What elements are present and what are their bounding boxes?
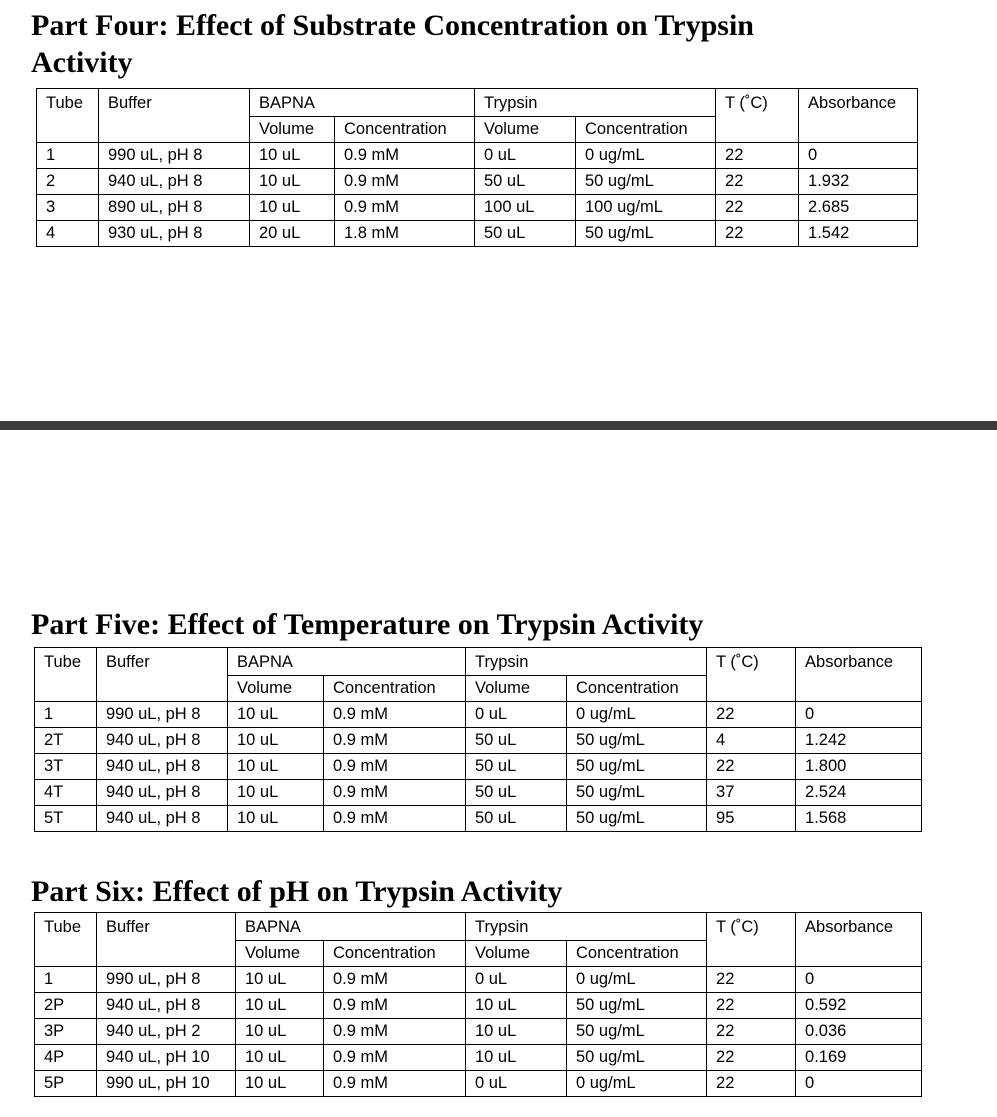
cell-trypsin-volume: 0 uL <box>466 1071 567 1097</box>
cell-trypsin-concentration: 50 ug/mL <box>567 754 707 780</box>
cell-bapna-concentration: 0.9 mM <box>324 1045 466 1071</box>
table-row <box>35 1071 922 1097</box>
cell-bapna-concentration: 0.9 mM <box>324 728 466 754</box>
cell-tube: 3P <box>35 1019 97 1045</box>
section-title-line: Part Four: Effect of Substrate Concentration on Trypsin <box>31 9 754 42</box>
cell-tube: 4 <box>37 221 99 247</box>
cell-temperature: 22 <box>716 195 799 221</box>
table-row <box>35 702 922 728</box>
data-table-part-six <box>34 912 922 1097</box>
cell-absorbance: 0.036 <box>796 1019 922 1045</box>
cell-temperature: 22 <box>707 967 796 993</box>
cell-trypsin-concentration: 50 ug/mL <box>567 993 707 1019</box>
subheader-trypsin-volume: Volume <box>466 676 567 702</box>
section-title-part-six <box>31 873 562 910</box>
section-title-part-four <box>31 7 754 81</box>
cell-buffer: 930 uL, pH 8 <box>99 221 250 247</box>
cell-bapna-volume: 10 uL <box>250 143 335 169</box>
cell-absorbance: 1.568 <box>796 806 922 832</box>
table-row <box>35 1019 922 1045</box>
header-buffer: Buffer <box>97 648 228 676</box>
header-absorbance: Absorbance <box>796 648 922 676</box>
cell-buffer: 940 uL, pH 8 <box>97 993 236 1019</box>
cell-buffer: 990 uL, pH 8 <box>99 143 250 169</box>
section-title-part-five <box>31 606 703 643</box>
cell-bapna-volume: 10 uL <box>236 1045 324 1071</box>
cell-buffer: 940 uL, pH 8 <box>97 754 228 780</box>
header-buffer: Buffer <box>97 913 236 941</box>
table-row <box>35 967 922 993</box>
section-title-line: Part Five: Effect of Temperature on Trypsin Activity <box>31 608 704 641</box>
cell-trypsin-volume: 10 uL <box>466 993 567 1019</box>
cell-bapna-concentration: 0.9 mM <box>324 1071 466 1097</box>
cell-temperature: 22 <box>707 702 796 728</box>
cell-bapna-concentration: 0.9 mM <box>324 993 466 1019</box>
cell-absorbance: 0 <box>796 1071 922 1097</box>
cell-trypsin-volume: 50 uL <box>466 780 567 806</box>
cell-bapna-concentration: 0.9 mM <box>324 702 466 728</box>
cell-temperature: 22 <box>716 169 799 195</box>
cell-bapna-volume: 20 uL <box>250 221 335 247</box>
table-row <box>35 993 922 1019</box>
cell-tube: 3 <box>37 195 99 221</box>
cell-buffer: 940 uL, pH 2 <box>97 1019 236 1045</box>
header-temperature: T (˚C) <box>716 89 799 117</box>
subheader-bapna-volume: Volume <box>236 941 324 967</box>
cell-bapna-volume: 10 uL <box>250 195 335 221</box>
cell-absorbance: 0 <box>796 702 922 728</box>
table-row <box>35 780 922 806</box>
cell-temperature: 37 <box>707 780 796 806</box>
cell-trypsin-concentration: 50 ug/mL <box>567 780 707 806</box>
cell-bapna-concentration: 0.9 mM <box>324 780 466 806</box>
header-bapna: BAPNA <box>236 913 466 941</box>
cell-buffer: 890 uL, pH 8 <box>99 195 250 221</box>
subheader-trypsin-concentration: Concentration <box>576 117 716 143</box>
header-tube: Tube <box>35 648 97 676</box>
cell-tube: 1 <box>35 967 97 993</box>
cell-absorbance: 0.169 <box>796 1045 922 1071</box>
subheader-row <box>37 117 918 143</box>
header-trypsin: Trypsin <box>466 913 707 941</box>
cell-bapna-volume: 10 uL <box>236 1019 324 1045</box>
cell-tube: 5T <box>35 806 97 832</box>
subheader-trypsin-volume: Volume <box>466 941 567 967</box>
header-row <box>35 648 922 676</box>
cell-tube: 2P <box>35 993 97 1019</box>
header-row <box>37 89 918 117</box>
header-bapna: BAPNA <box>250 89 475 117</box>
table-row <box>37 143 918 169</box>
cell-temperature: 22 <box>707 754 796 780</box>
cell-bapna-volume: 10 uL <box>228 754 324 780</box>
header-bapna: BAPNA <box>228 648 466 676</box>
cell-absorbance: 0 <box>799 143 918 169</box>
cell-temperature: 95 <box>707 806 796 832</box>
section-divider <box>0 421 997 430</box>
cell-buffer: 990 uL, pH 8 <box>97 967 236 993</box>
cell-trypsin-concentration: 50 ug/mL <box>567 806 707 832</box>
subheader-bapna-concentration: Concentration <box>324 676 466 702</box>
cell-trypsin-volume: 10 uL <box>466 1045 567 1071</box>
cell-trypsin-concentration: 0 ug/mL <box>567 1071 707 1097</box>
cell-bapna-volume: 10 uL <box>228 702 324 728</box>
cell-bapna-volume: 10 uL <box>228 806 324 832</box>
subheader-trypsin-concentration: Concentration <box>567 676 707 702</box>
cell-bapna-concentration: 0.9 mM <box>324 754 466 780</box>
data-table-part-four <box>36 88 918 247</box>
cell-tube: 1 <box>35 702 97 728</box>
cell-trypsin-concentration: 50 ug/mL <box>567 728 707 754</box>
subheader-trypsin-concentration: Concentration <box>567 941 707 967</box>
cell-bapna-concentration: 0.9 mM <box>335 169 475 195</box>
cell-temperature: 22 <box>707 1071 796 1097</box>
header-tube: Tube <box>35 913 97 941</box>
cell-tube: 1 <box>37 143 99 169</box>
header-buffer: Buffer <box>99 89 250 117</box>
cell-bapna-concentration: 0.9 mM <box>324 806 466 832</box>
header-temperature: T (˚C) <box>707 913 796 941</box>
cell-bapna-concentration: 1.8 mM <box>335 221 475 247</box>
cell-trypsin-volume: 50 uL <box>475 169 576 195</box>
cell-tube: 3T <box>35 754 97 780</box>
cell-temperature: 22 <box>707 993 796 1019</box>
cell-tube: 2T <box>35 728 97 754</box>
table-row <box>35 806 922 832</box>
cell-buffer: 940 uL, pH 8 <box>99 169 250 195</box>
cell-buffer: 940 uL, pH 8 <box>97 780 228 806</box>
table-row <box>35 754 922 780</box>
cell-trypsin-concentration: 0 ug/mL <box>576 143 716 169</box>
cell-trypsin-volume: 50 uL <box>466 806 567 832</box>
cell-temperature: 4 <box>707 728 796 754</box>
subheader-bapna-concentration: Concentration <box>324 941 466 967</box>
cell-absorbance: 2.524 <box>796 780 922 806</box>
cell-trypsin-concentration: 0 ug/mL <box>567 702 707 728</box>
cell-tube: 2 <box>37 169 99 195</box>
cell-tube: 4P <box>35 1045 97 1071</box>
cell-trypsin-volume: 50 uL <box>475 221 576 247</box>
cell-trypsin-concentration: 0 ug/mL <box>567 967 707 993</box>
header-row <box>35 913 922 941</box>
cell-absorbance: 0.592 <box>796 993 922 1019</box>
cell-trypsin-volume: 0 uL <box>466 702 567 728</box>
header-temperature: T (˚C) <box>707 648 796 676</box>
cell-buffer: 990 uL, pH 10 <box>97 1071 236 1097</box>
cell-trypsin-concentration: 50 ug/mL <box>576 169 716 195</box>
cell-trypsin-volume: 50 uL <box>466 728 567 754</box>
cell-bapna-concentration: 0.9 mM <box>324 967 466 993</box>
cell-tube: 4T <box>35 780 97 806</box>
cell-absorbance: 1.542 <box>799 221 918 247</box>
cell-bapna-concentration: 0.9 mM <box>335 143 475 169</box>
table-row <box>35 1045 922 1071</box>
cell-buffer: 990 uL, pH 8 <box>97 702 228 728</box>
cell-bapna-volume: 10 uL <box>236 993 324 1019</box>
cell-tube: 5P <box>35 1071 97 1097</box>
subheader-row <box>35 676 922 702</box>
cell-trypsin-volume: 0 uL <box>475 143 576 169</box>
cell-absorbance: 1.932 <box>799 169 918 195</box>
cell-bapna-concentration: 0.9 mM <box>324 1019 466 1045</box>
cell-trypsin-volume: 0 uL <box>466 967 567 993</box>
cell-trypsin-concentration: 50 ug/mL <box>567 1045 707 1071</box>
header-absorbance: Absorbance <box>796 913 922 941</box>
cell-absorbance: 0 <box>796 967 922 993</box>
cell-trypsin-concentration: 100 ug/mL <box>576 195 716 221</box>
data-table-part-five <box>34 647 922 832</box>
cell-trypsin-volume: 10 uL <box>466 1019 567 1045</box>
cell-buffer: 940 uL, pH 10 <box>97 1045 236 1071</box>
cell-temperature: 22 <box>707 1019 796 1045</box>
header-trypsin: Trypsin <box>475 89 716 117</box>
cell-absorbance: 2.685 <box>799 195 918 221</box>
header-absorbance: Absorbance <box>799 89 918 117</box>
cell-bapna-volume: 10 uL <box>236 1071 324 1097</box>
subheader-bapna-volume: Volume <box>250 117 335 143</box>
cell-temperature: 22 <box>707 1045 796 1071</box>
cell-trypsin-concentration: 50 ug/mL <box>567 1019 707 1045</box>
cell-temperature: 22 <box>716 221 799 247</box>
cell-buffer: 940 uL, pH 8 <box>97 806 228 832</box>
cell-trypsin-concentration: 50 ug/mL <box>576 221 716 247</box>
cell-absorbance: 1.242 <box>796 728 922 754</box>
subheader-bapna-volume: Volume <box>228 676 324 702</box>
table-row <box>37 195 918 221</box>
cell-absorbance: 1.800 <box>796 754 922 780</box>
cell-bapna-volume: 10 uL <box>228 780 324 806</box>
table-row <box>37 169 918 195</box>
cell-temperature: 22 <box>716 143 799 169</box>
table-row <box>37 221 918 247</box>
subheader-trypsin-volume: Volume <box>475 117 576 143</box>
cell-bapna-concentration: 0.9 mM <box>335 195 475 221</box>
cell-bapna-volume: 10 uL <box>250 169 335 195</box>
cell-bapna-volume: 10 uL <box>228 728 324 754</box>
cell-trypsin-volume: 100 uL <box>475 195 576 221</box>
cell-trypsin-volume: 50 uL <box>466 754 567 780</box>
section-title-line: Activity <box>31 46 133 79</box>
header-tube: Tube <box>37 89 99 117</box>
header-trypsin: Trypsin <box>466 648 707 676</box>
section-title-line: Part Six: Effect of pH on Trypsin Activity <box>31 875 563 908</box>
subheader-row <box>35 941 922 967</box>
cell-bapna-volume: 10 uL <box>236 967 324 993</box>
cell-buffer: 940 uL, pH 8 <box>97 728 228 754</box>
subheader-bapna-concentration: Concentration <box>335 117 475 143</box>
table-row <box>35 728 922 754</box>
